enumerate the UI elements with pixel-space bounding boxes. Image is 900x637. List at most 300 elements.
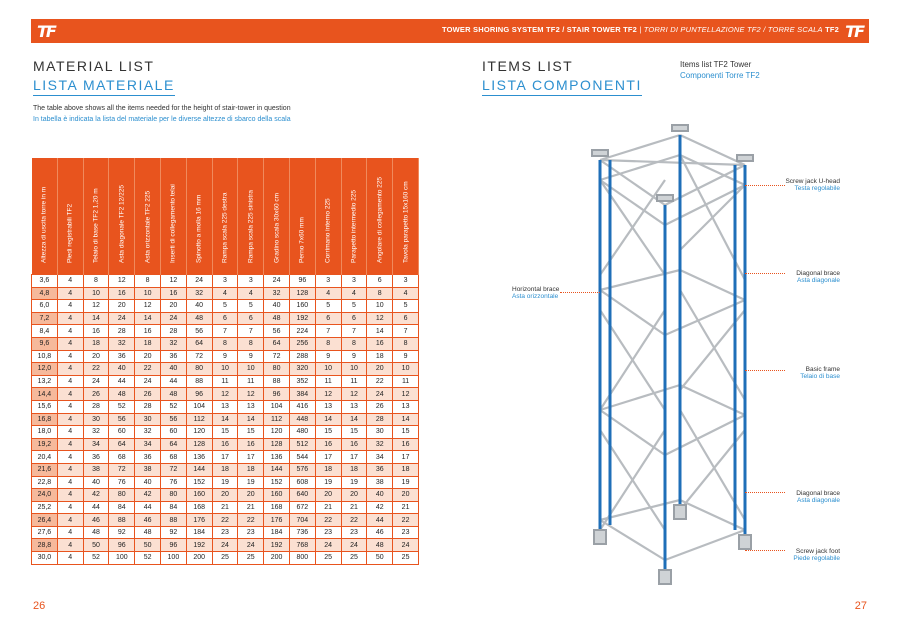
table-cell: 48	[109, 388, 135, 401]
table-cell: 184	[264, 526, 290, 539]
table-cell: 256	[289, 337, 315, 350]
column-header	[160, 158, 186, 275]
table-cell: 14	[341, 413, 367, 426]
column-header-label: Rampa scala 225 sinistra	[247, 190, 255, 263]
table-cell: 18	[83, 337, 109, 350]
table-cell: 20	[212, 489, 238, 502]
table-cell: 60	[109, 426, 135, 439]
table-cell: 16	[212, 438, 238, 451]
tf-logo-left: TF	[37, 22, 55, 41]
table-cell: 136	[186, 451, 212, 464]
table-cell: 64	[160, 438, 186, 451]
table-cell: 4	[57, 400, 83, 413]
table-cell: 80	[264, 363, 290, 376]
table-cell: 8	[238, 337, 264, 350]
column-header-label: Corrimano interno 225	[324, 198, 332, 263]
label-diagonal-brace-bottom	[780, 490, 840, 504]
table-cell: 16	[83, 325, 109, 338]
table-cell: 176	[264, 514, 290, 527]
table-cell: 96	[264, 388, 290, 401]
table-cell: 144	[264, 463, 290, 476]
table-cell: 21,6	[32, 463, 58, 476]
table-cell: 14	[367, 325, 393, 338]
leader-basic-frame	[745, 370, 785, 371]
table-cell: 16	[160, 287, 186, 300]
table-row	[32, 337, 419, 350]
table-cell: 17	[238, 451, 264, 464]
table-cell: 384	[289, 388, 315, 401]
table-cell: 11	[212, 375, 238, 388]
table-cell: 128	[186, 438, 212, 451]
table-cell: 4	[57, 363, 83, 376]
table-cell: 7	[393, 325, 419, 338]
table-cell: 11	[238, 375, 264, 388]
tf-logo-right: TF	[845, 22, 863, 41]
table-cell: 18	[135, 337, 161, 350]
table-cell: 13,2	[32, 375, 58, 388]
table-cell: 48	[135, 526, 161, 539]
table-cell: 21	[341, 501, 367, 514]
table-cell: 30	[135, 413, 161, 426]
table-cell: 30	[367, 426, 393, 439]
table-cell: 32	[109, 337, 135, 350]
column-header	[83, 158, 109, 275]
table-cell: 28	[83, 400, 109, 413]
table-cell: 19,2	[32, 438, 58, 451]
table-cell: 5	[315, 300, 341, 313]
label-screw-jack-head-it: Testa regolabile	[794, 185, 840, 192]
table-cell: 24	[109, 312, 135, 325]
table-cell: 9,6	[32, 337, 58, 350]
table-cell: 18,0	[32, 426, 58, 439]
table-cell: 200	[186, 552, 212, 565]
table-cell: 18	[393, 463, 419, 476]
table-cell: 100	[160, 552, 186, 565]
column-header-label: Parapetto intermedio 225	[350, 190, 358, 263]
table-cell: 704	[289, 514, 315, 527]
table-cell: 288	[289, 350, 315, 363]
table-cell: 13	[341, 400, 367, 413]
table-cell: 112	[186, 413, 212, 426]
label-diagonal-brace-bottom-en: Diagonal brace	[796, 490, 840, 497]
screw-jack-feet	[594, 505, 751, 584]
table-cell: 23	[212, 526, 238, 539]
table-cell: 32	[264, 287, 290, 300]
table-cell: 36	[367, 463, 393, 476]
table-cell: 4	[57, 438, 83, 451]
table-cell: 10	[315, 363, 341, 376]
table-cell: 640	[289, 489, 315, 502]
table-cell: 4	[393, 287, 419, 300]
table-cell: 56	[160, 413, 186, 426]
table-cell: 12	[367, 312, 393, 325]
column-header	[264, 158, 290, 275]
table-cell: 56	[186, 325, 212, 338]
table-cell: 46	[367, 526, 393, 539]
table-cell: 38	[367, 476, 393, 489]
table-row	[32, 325, 419, 338]
table-cell: 5	[341, 300, 367, 313]
table-cell: 16	[315, 438, 341, 451]
table-cell: 60	[160, 426, 186, 439]
table-cell: 14	[393, 413, 419, 426]
column-header-label: Asta orizzontale TF2 225	[144, 190, 152, 263]
table-cell: 48	[160, 388, 186, 401]
label-screw-jack-head	[780, 178, 840, 192]
table-row	[32, 552, 419, 565]
table-row	[32, 489, 419, 502]
table-cell: 36	[160, 350, 186, 363]
table-cell: 160	[289, 300, 315, 313]
column-header-label: Angolare di collegamento 225	[376, 176, 384, 263]
table-row	[32, 463, 419, 476]
table-cell: 18	[341, 463, 367, 476]
column-header	[289, 158, 315, 275]
table-cell: 40	[135, 476, 161, 489]
table-cell: 34	[135, 438, 161, 451]
table-cell: 42	[83, 489, 109, 502]
table-cell: 10,8	[32, 350, 58, 363]
table-cell: 14	[135, 312, 161, 325]
header-text: TOWER SHORING SYSTEM TF2 / STAIR TOWER TF2 | TORRI DI PUNTELLAZIONE TF2 / TORRE SCALA TF2	[441, 25, 839, 34]
table-cell: 20	[109, 300, 135, 313]
table-cell: 8	[315, 337, 341, 350]
table-cell: 8	[367, 287, 393, 300]
table-cell: 20	[135, 350, 161, 363]
table-cell: 27,6	[32, 526, 58, 539]
table-cell: 3	[212, 275, 238, 288]
table-cell: 24	[83, 375, 109, 388]
table-cell: 4	[57, 325, 83, 338]
table-cell: 16,8	[32, 413, 58, 426]
table-row	[32, 476, 419, 489]
table-cell: 25	[238, 552, 264, 565]
table-cell: 608	[289, 476, 315, 489]
table-cell: 160	[264, 489, 290, 502]
table-cell: 6	[341, 312, 367, 325]
table-row	[32, 350, 419, 363]
table-cell: 48	[367, 539, 393, 552]
table-row	[32, 426, 419, 439]
table-cell: 12	[393, 388, 419, 401]
table-cell: 19	[393, 476, 419, 489]
table-cell: 9	[212, 350, 238, 363]
column-header	[238, 158, 264, 275]
column-header-label: Spinotto a molla 16 mm	[195, 194, 203, 263]
table-cell: 480	[289, 426, 315, 439]
table-cell: 12	[83, 300, 109, 313]
table-cell: 15	[238, 426, 264, 439]
table-cell: 4	[57, 312, 83, 325]
table-cell: 192	[289, 312, 315, 325]
table-cell: 15	[315, 426, 341, 439]
table-cell: 6	[238, 312, 264, 325]
label-screw-jack-head-en: Screw jack U-head	[785, 178, 840, 185]
table-cell: 416	[289, 400, 315, 413]
table-cell: 23	[393, 526, 419, 539]
table-cell: 24	[315, 539, 341, 552]
table-cell: 12	[160, 275, 186, 288]
table-cell: 12	[238, 388, 264, 401]
table-cell: 184	[186, 526, 212, 539]
table-cell: 72	[109, 463, 135, 476]
table-cell: 8,4	[32, 325, 58, 338]
table-cell: 9	[393, 350, 419, 363]
table-cell: 12	[341, 388, 367, 401]
table-cell: 52	[160, 400, 186, 413]
table-cell: 9	[238, 350, 264, 363]
table-cell: 200	[264, 552, 290, 565]
table-cell: 13	[315, 400, 341, 413]
column-header	[135, 158, 161, 275]
table-cell: 88	[186, 375, 212, 388]
column-header	[315, 158, 341, 275]
table-cell: 17	[315, 451, 341, 464]
label-diagonal-brace-top-en: Diagonal brace	[796, 270, 840, 277]
table-cell: 40	[186, 300, 212, 313]
table-cell: 4	[57, 275, 83, 288]
table-cell: 4	[57, 552, 83, 565]
table-cell: 14	[83, 312, 109, 325]
table-cell: 48	[264, 312, 290, 325]
table-cell: 20	[315, 489, 341, 502]
label-horizontal-brace-en: Horizontal brace	[512, 286, 560, 293]
table-cell: 19	[315, 476, 341, 489]
table-cell: 40	[264, 300, 290, 313]
table-cell: 11	[393, 375, 419, 388]
table-cell: 128	[264, 438, 290, 451]
label-basic-frame	[780, 366, 840, 380]
table-cell: 352	[289, 375, 315, 388]
table-cell: 4	[212, 287, 238, 300]
table-cell: 15	[393, 426, 419, 439]
table-cell: 36	[109, 350, 135, 363]
table-cell: 14,4	[32, 388, 58, 401]
table-cell: 7	[341, 325, 367, 338]
table-cell: 28	[135, 400, 161, 413]
table-cell: 68	[109, 451, 135, 464]
table-header-row	[32, 158, 419, 275]
table-cell: 19	[238, 476, 264, 489]
table-cell: 24,0	[32, 489, 58, 502]
table-cell: 32	[83, 426, 109, 439]
table-cell: 8	[135, 275, 161, 288]
table-cell: 12	[135, 300, 161, 313]
table-cell: 5	[393, 300, 419, 313]
table-cell: 3	[315, 275, 341, 288]
table-cell: 11	[341, 375, 367, 388]
table-row	[32, 363, 419, 376]
table-cell: 36	[135, 451, 161, 464]
table-row	[32, 400, 419, 413]
table-cell: 672	[289, 501, 315, 514]
table-cell: 120	[186, 426, 212, 439]
table-cell: 8	[212, 337, 238, 350]
table-cell: 96	[109, 539, 135, 552]
column-header	[393, 158, 419, 275]
table-cell: 88	[264, 375, 290, 388]
table-cell: 6	[393, 312, 419, 325]
column-header-label: Tavola parapetto 15x160 cm	[402, 181, 410, 263]
column-header-label: Perno 7x60 mm	[298, 217, 306, 263]
table-cell: 6	[315, 312, 341, 325]
table-row	[32, 514, 419, 527]
description-en: The table above shows all the items needed for the height of stair-tower in question	[33, 105, 291, 112]
table-row	[32, 413, 419, 426]
table-cell: 22	[393, 514, 419, 527]
table-cell: 18	[212, 463, 238, 476]
label-horizontal-brace-it: Asta orizzontale	[512, 293, 559, 300]
table-cell: 32	[135, 426, 161, 439]
table-cell: 21	[238, 501, 264, 514]
table-cell: 44	[367, 514, 393, 527]
table-cell: 20	[160, 300, 186, 313]
table-cell: 24	[135, 375, 161, 388]
table-cell: 7	[238, 325, 264, 338]
table-cell: 48	[83, 526, 109, 539]
table-cell: 20	[238, 489, 264, 502]
table-cell: 25	[212, 552, 238, 565]
table-cell: 25	[393, 552, 419, 565]
table-cell: 50	[367, 552, 393, 565]
table-cell: 20	[393, 489, 419, 502]
table-cell: 7	[315, 325, 341, 338]
table-cell: 28	[367, 413, 393, 426]
label-screw-jack-foot-it: Piede regolabile	[793, 555, 840, 562]
table-cell: 96	[289, 275, 315, 288]
table-cell: 10	[212, 363, 238, 376]
table-cell: 136	[264, 451, 290, 464]
table-cell: 21	[393, 501, 419, 514]
table-cell: 32	[367, 438, 393, 451]
table-cell: 3	[393, 275, 419, 288]
table-cell: 192	[186, 539, 212, 552]
column-header-label: Telaio di base TF2 1,20 m	[92, 188, 100, 263]
table-cell: 22	[135, 363, 161, 376]
table-cell: 800	[289, 552, 315, 565]
table-row	[32, 275, 419, 288]
table-cell: 12,0	[32, 363, 58, 376]
table-cell: 100	[109, 552, 135, 565]
table-cell: 12	[315, 388, 341, 401]
table-cell: 4,8	[32, 287, 58, 300]
table-cell: 4	[57, 476, 83, 489]
table-cell: 44	[160, 375, 186, 388]
table-cell: 22	[238, 514, 264, 527]
column-header	[109, 158, 135, 275]
table-cell: 104	[264, 400, 290, 413]
table-cell: 13	[238, 400, 264, 413]
table-row	[32, 300, 419, 313]
column-header-label: Altezza di uscita torre in m	[40, 186, 48, 263]
tower-illustration	[580, 120, 780, 600]
table-cell: 120	[264, 426, 290, 439]
table-cell: 544	[289, 451, 315, 464]
leader-diagonal-brace-top	[745, 273, 785, 274]
table-cell: 20	[83, 350, 109, 363]
column-header-label: Rampa scala 225 destra	[221, 192, 229, 263]
table-cell: 40	[160, 363, 186, 376]
table-cell: 21	[315, 501, 341, 514]
table-cell: 24	[160, 312, 186, 325]
column-header	[32, 158, 58, 275]
table-cell: 28,8	[32, 539, 58, 552]
table-cell: 10	[341, 363, 367, 376]
table-cell: 6,0	[32, 300, 58, 313]
table-cell: 64	[109, 438, 135, 451]
table-cell: 20,4	[32, 451, 58, 464]
table-cell: 12	[109, 275, 135, 288]
table-cell: 92	[160, 526, 186, 539]
table-cell: 8	[341, 337, 367, 350]
table-cell: 40	[367, 489, 393, 502]
table-cell: 22,8	[32, 476, 58, 489]
table-cell: 68	[160, 451, 186, 464]
table-cell: 28	[160, 325, 186, 338]
table-cell: 16	[109, 287, 135, 300]
table-row	[32, 438, 419, 451]
table-cell: 20	[367, 363, 393, 376]
table-cell: 64	[186, 337, 212, 350]
label-diagonal-brace-top	[780, 270, 840, 284]
table-cell: 52	[109, 400, 135, 413]
table-cell: 23	[238, 526, 264, 539]
table-cell: 4	[57, 489, 83, 502]
table-cell: 512	[289, 438, 315, 451]
table-cell: 4	[57, 501, 83, 514]
leader-screw-jack-head	[745, 185, 785, 186]
header-bar	[31, 19, 869, 43]
lista-materiale-title: LISTA MATERIALE	[33, 77, 175, 96]
table-cell: 152	[186, 476, 212, 489]
table-cell: 46	[83, 514, 109, 527]
column-header-label: Inserti di collegamento telai	[169, 184, 177, 263]
table-cell: 576	[289, 463, 315, 476]
table-cell: 144	[186, 463, 212, 476]
table-cell: 11	[315, 375, 341, 388]
column-header	[367, 158, 393, 275]
table-cell: 4	[57, 337, 83, 350]
table-cell: 25,2	[32, 501, 58, 514]
table-cell: 19	[212, 476, 238, 489]
table-cell: 5	[212, 300, 238, 313]
table-cell: 18	[315, 463, 341, 476]
table-cell: 17	[212, 451, 238, 464]
table-cell: 56	[109, 413, 135, 426]
page-number-left: 26	[33, 600, 46, 612]
label-screw-jack-foot-en: Screw jack foot	[795, 548, 840, 555]
table-cell: 25	[341, 552, 367, 565]
table-cell: 768	[289, 539, 315, 552]
table-cell: 28	[109, 325, 135, 338]
table-cell: 736	[289, 526, 315, 539]
table-cell: 26	[83, 388, 109, 401]
table-cell: 34	[367, 451, 393, 464]
table-cell: 4	[57, 388, 83, 401]
column-header-label: Piedi registrabili TF2	[66, 203, 74, 263]
table-cell: 16	[393, 438, 419, 451]
items-list-caption-en: Items list TF2 Tower	[680, 60, 752, 69]
column-header-label: Asta diagonale TF2 12/225	[118, 185, 126, 263]
table-cell: 26	[367, 400, 393, 413]
table-cell: 40	[109, 363, 135, 376]
table-cell: 52	[135, 552, 161, 565]
table-cell: 15,6	[32, 400, 58, 413]
header-text-italic: TORRI DI PUNTELLAZIONE TF2 / TORRE SCALA	[643, 25, 823, 34]
table-cell: 18	[238, 463, 264, 476]
table-row	[32, 526, 419, 539]
table-cell: 46	[135, 514, 161, 527]
